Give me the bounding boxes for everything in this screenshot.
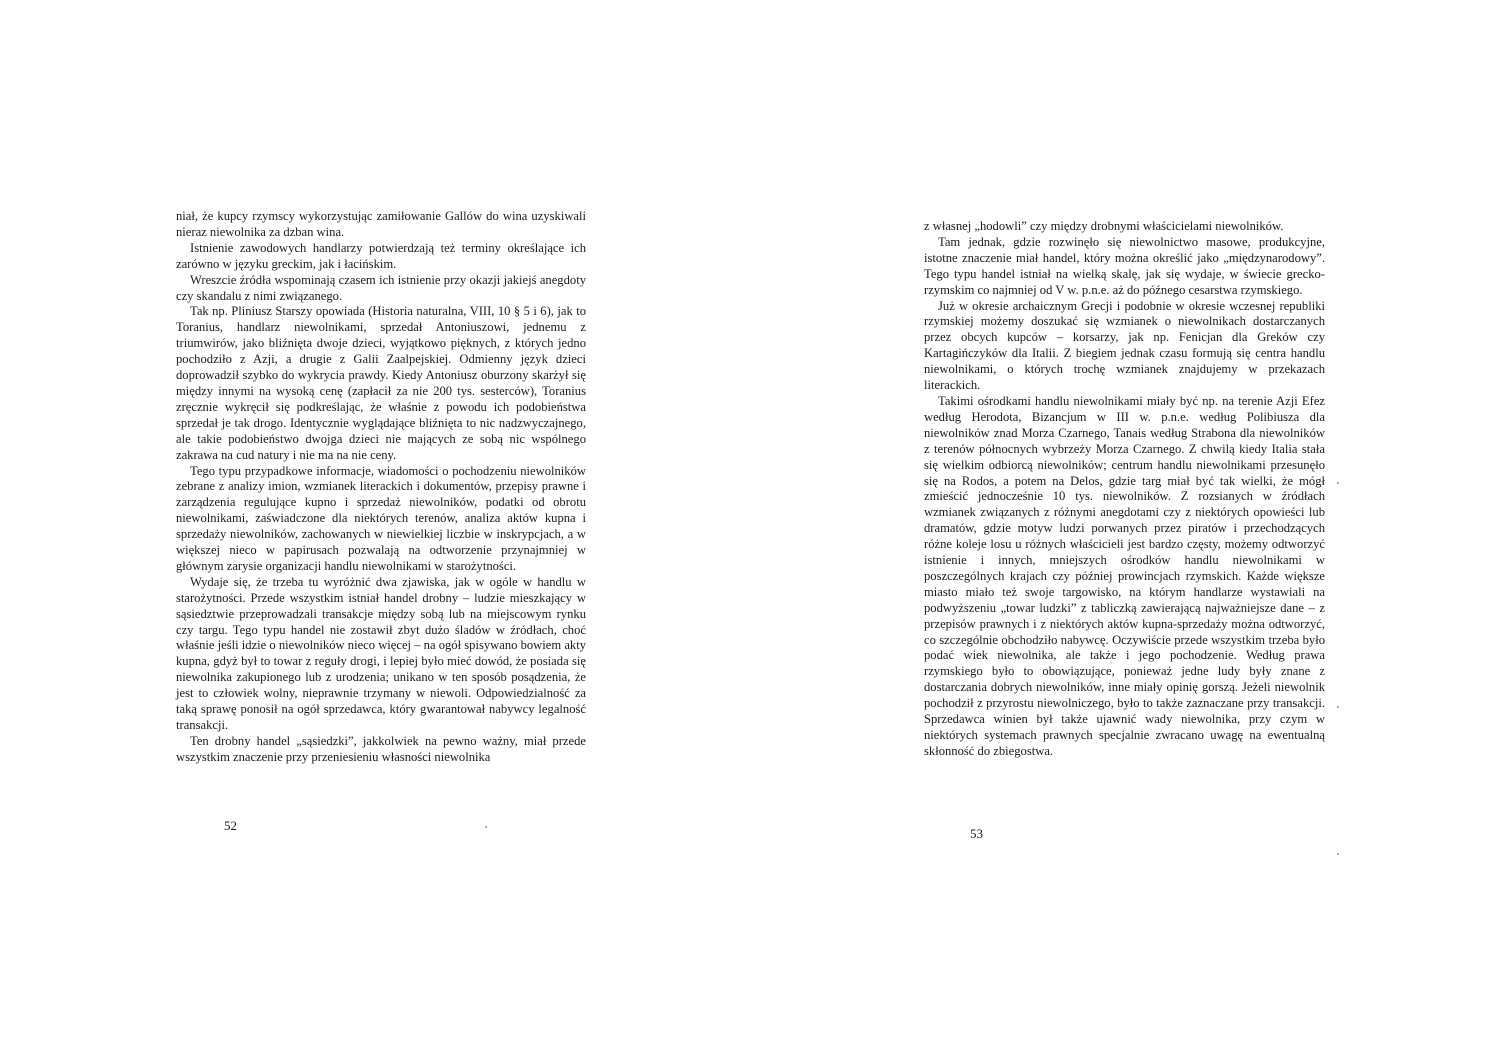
paragraph: Tego typu przypadkowe informacje, wiadomości o pochodzeniu niewolników zebrane z analizy imion, wzmianek literackich i dokumentów, przepisy prawne i zarządzenia regulujące kupno i sprzedaż niewolników, podatki od obrotu niewolnikami, zaświadczone dla niektórych terenów, analiza aktów kupna i sprzedaży niewolników, zachowanych w niewielkiej liczbie w inskrypcjach, a w większej nieco w papirusach pozwalają na odtworzenie przynajmniej w głównym zarysie organizacji handlu niewolnikami w starożytności. xyxy=(176,463,586,573)
paragraph: Istnienie zawodowych handlarzy potwierdzają też terminy określające ich zarówno w języku greckim, jak i łacińskim. xyxy=(176,240,586,271)
scan-speck xyxy=(1337,482,1339,484)
paragraph: niał, że kupcy rzymscy wykorzystując zamiłowanie Gallów do wina uzyskiwali nieraz niewolnika za dzban wina. xyxy=(176,209,586,239)
page-number-left: 52 xyxy=(224,818,237,833)
paragraph: z własnej „hodowli” czy między drobnymi właścicielami niewolników. xyxy=(924,219,1284,233)
paragraph: Takimi ośrodkami handlu niewolnikami miały być np. na terenie Azji Efez według Herodota, Bizancjum w III w. p.n.e. według Polibiusza dla niewolników znad Morza Czarnego, Tanais według Strabona dla niewolników z terenów północnych wybrzeży Morza Czarnego. Z chwilą kiedy Italia stała się wielkim odbiorcą niewolników; centrum handlu niewolnikami przesunęło się na Rodos, a potem na Delos, gdzie targ miał być tak wielki, że mógł zmieścić jednocześnie 10 tys. niewolników. Z rozsianych w źródłach wzmianek związanych z różnymi anegdotami czy z niektórych opowieści lub dramatów, gdzie motyw ludzi porwanych przez piratów i przechodzących różne koleje losu u różnych właścicieli jest bardzo częsty, możemy odtworzyć istnienie i innych, mniejszych ośrodków handlu niewolnikami w poszczególnych krajach czy później prowincjach rzymskich. Każde większe miasto miało też swoje targowisko, na którym handlarze wystawiali na podwyższeniu „towar ludzki” z tabliczką zawierającą najważniejsze dane – z przepisów prawnych i z niektórych aktów kupna-sprzedaży można odtworzyć, co szczególnie obchodziło nabywcę. Oczywiście przede wszystkim trzeba było podać wiek niewolnika, ale także i jego pochodzenie. Według prawa rzymskiego było to obowiązujące, ponieważ jedne ludy były znane z dostarczania dobrych niewolników, inne miały opinię gorszą. Jeżeli niewolnik pochodził z przyrostu niewolniczego, było to także zaznaczane przy transakcji. Sprzedawca winien był także ujawnić wady niewolnika, przy czym w niektórych systemach prawnych specjalnie zwracano uwagę na ewentualną skłonność do zbiegostwa. xyxy=(924,393,1325,758)
right-page-text xyxy=(924,219,1325,760)
scan-speck xyxy=(1337,706,1339,708)
paragraph: Tak np. Pliniusz Starszy opowiada (Historia naturalna, VIII, 10 § 5 i 6), jak to Toranius, handlarz niewolnikami, sprzedał Antoniuszowi, jednemu z triumwirów, jako bliźnięta dwoje dzieci, wyjątkowo pięknych, z których jedno pochodziło z Azji, a drugie z Galii Zaalpejskiej. Odmienny język dzieci doprowadził szybko do wykrycia prawdy. Kiedy Antoniusz oburzony skarżył się między innymi na wysoką cenę (zapłacił za nie 200 tys. sesterców), Toranius zręcznie wykręcił się podkreślając, że właśnie z powodu ich podobieństwa sprzedał je tak drogo. Identycznie wyglądające bliźnięta to nic nadzwyczajnego, ale takie podobieństwo dwojga dzieci nie mających ze sobą nic wspólnego zakrawa na cud natury i nie ma na nie ceny. xyxy=(176,304,586,462)
paragraph: Już w okresie archaicznym Grecji i podobnie w okresie wczesnej republiki rzymskiej możemy doszukać się wzmianek o niewolnikach dostarczanych przez obcych kupców – korsarzy, jak np. Fenicjan dla Greków czy Kartagińczyków dla Italii. Z biegiem jednak czasu formują się centra handlu niewolnikami, o których trochę wzmianek znajdujemy w przekazach literackich. xyxy=(924,298,1325,393)
paragraph: Wydaje się, że trzeba tu wyróżnić dwa zjawiska, jak w ogóle w handlu w starożytności. Przede wszystkim istniał handel drobny – ludzie mieszkający w sąsiedztwie przeprowadzali transakcje między sobą lub na miejscowym rynku czy targu. Tego typu handel nie zostawił zbyt dużo śladów w źródłach, choć właśnie jeśli idzie o niewolników nieco więcej – na ogół spisywano bowiem akty kupna, gdyż był to towar z reguły drogi, i lepiej było mieć dowód, że posiada się niewolnika zakupionego lub z urodzenia; unikano w ten sposób posądzenia, że jest to człowiek wolny, nieprawnie trzymany w niewoli. Odpowiedzialność za taką sprawę ponosił na ogół sprzedawca, który gwarantował nabywcy legalność transakcji. xyxy=(176,574,586,732)
page-number-right: 53 xyxy=(970,826,983,841)
scan-speck xyxy=(1337,853,1339,855)
scan-speck xyxy=(485,826,487,828)
paragraph: Ten drobny handel „sąsiedzki”, jakkolwiek na pewno ważny, miał przede wszystkim znaczenie przy przeniesieniu własności niewolnika xyxy=(176,733,586,764)
paragraph: Wreszcie źródła wspominają czasem ich istnienie przy okazji jakiejś anegdoty czy skandalu z nimi związanego. xyxy=(176,272,586,303)
left-page-text xyxy=(176,209,586,766)
paragraph: Tam jednak, gdzie rozwinęło się niewolnictwo masowe, produkcyjne, istotne znaczenie miał handel, który można określić jako „międzynarodowy”. Tego typu handel istniał na wielką skalę, jak się wydaje, w świecie grecko-rzymskim co najmniej od V w. p.n.e. aż do późnego cesarstwa rzymskiego. xyxy=(924,234,1325,297)
